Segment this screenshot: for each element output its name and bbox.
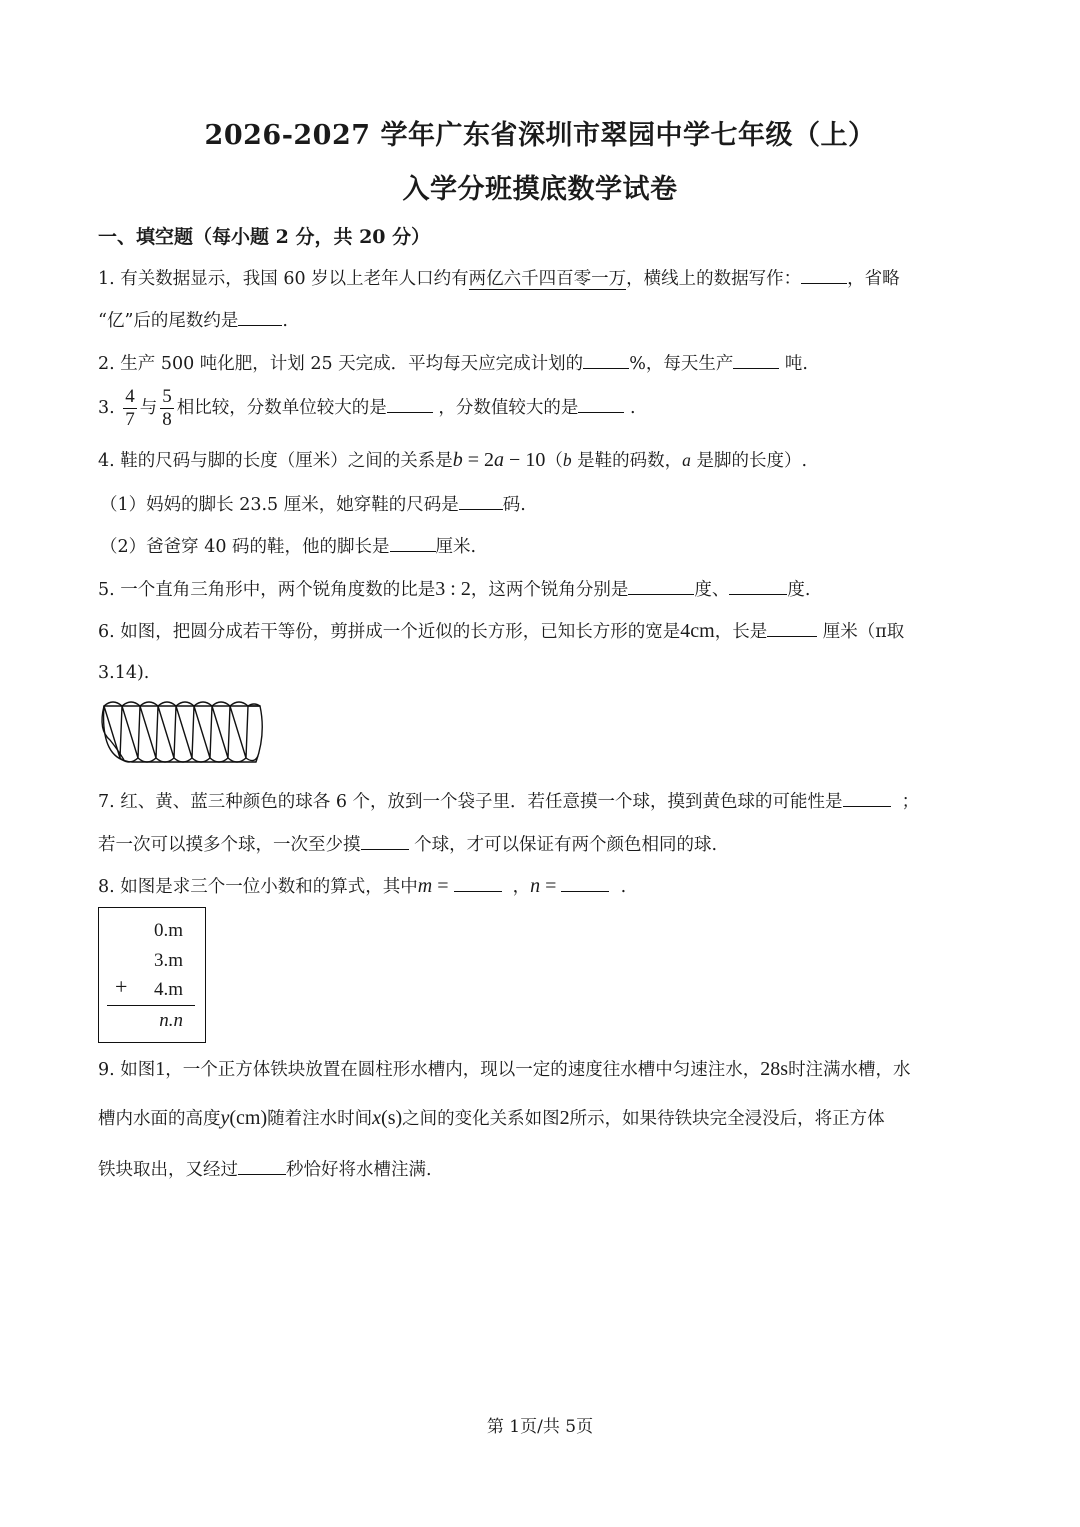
answer-blank[interactable] [578,394,624,413]
sum-row: n.n [159,1010,183,1031]
answer-blank[interactable] [459,491,503,510]
answer-blank[interactable] [583,350,629,369]
page-footer: 第 1页/共 5页 [486,1417,594,1437]
circle-to-rectangle-figure [96,700,268,768]
addend-row-2: 3.m [153,950,183,971]
addend-row-1: 0.m [153,920,183,941]
question-9-line-3: 铁块取出，又经过 秒恰好将水槽注满. [98,1156,432,1182]
question-6-line-1: 6. 如图，把圆分成若干等份，剪拼成一个近似的长方形，已知长方形的宽是4cm，长是 厘米（π取 [98,620,905,642]
question-3: 3. $\frac{4}{7}$ 与 $\frac{5}{8}$ 相比较，分数单位较大的是 ，分数值较大的是 . [98,386,636,430]
answer-blank[interactable] [454,873,502,892]
question-4: 4. 鞋的尺码与脚的长度（厘米）之间的关系是b = 2a − 10（b 是鞋的码数，a 是脚的长度）. [98,449,808,471]
fraction-4-7: $\frac{4}{7}$ [125,386,135,430]
section-heading: 一、填空题（每小题 2 分，共 20 分） [98,226,431,248]
question-5: 5. 一个直角三角形中，两个锐角度数的比是3 : 2，这两个锐角分别是 度、 度. [98,578,811,600]
answer-blank[interactable] [729,576,787,595]
question-1-line-1: 1. 有关数据显示，我国 60 岁以上老年人口约有两亿六千四百零一万，横线上的数据写作： ，省略 [98,265,900,291]
question-4-part-1: （1）妈妈的脚长 23.5 厘米，她穿鞋的尺码是 码. [100,491,526,517]
answer-blank[interactable] [628,576,694,595]
answer-blank[interactable] [561,873,609,892]
plus-sign: + [115,974,128,999]
answer-blank[interactable] [361,831,409,850]
answer-blank[interactable] [801,265,847,284]
answer-blank[interactable] [843,788,891,807]
addend-row-3: 4.m [153,979,183,1000]
question-4-part-2: （2）爸爸穿 40 码的鞋，他的脚长是 厘米. [100,533,476,559]
answer-blank[interactable] [387,394,433,413]
question-9-line-1: 9. 如图1，一个正方体铁块放置在圆柱形水槽内，现以一定的速度往水槽中匀速注水，28s时注满水槽，水 [98,1058,911,1080]
answer-blank[interactable] [390,533,436,552]
question-9-line-2: 槽内水面的高度y(cm)随着注水时间x(s)之间的变化关系如图2所示，如果待铁块完全浸没后，将正方体 [98,1107,885,1129]
question-1-line-2: “亿”后的尾数约是 . [98,307,288,333]
exam-title: 2026-2027 学年广东省深圳市翠园中学七年级（上） [204,120,876,151]
question-7-line-2: 若一次可以摸多个球，一次至少摸 个球，才可以保证有两个颜色相同的球. [98,831,717,857]
question-8: 8. 如图是求三个一位小数和的算式，其中m = ，n = . [98,875,627,897]
underlined-text: 两亿六千四百零一万 [468,269,627,289]
addition-figure [98,907,206,1043]
exam-subtitle: 入学分班摸底数学试卷 [402,174,678,205]
fraction-5-8: $\frac{5}{8}$ [162,386,172,430]
question-7-line-1: 7. 红、黄、蓝三种颜色的球各 6 个，放到一个袋子里．若任意摸一个球，摸到黄色球的可能性是 ； [98,788,919,814]
answer-blank[interactable] [238,1156,286,1175]
question-6-line-2: 3.14). [98,663,150,683]
sum-line [107,1005,195,1006]
answer-blank[interactable] [733,350,779,369]
answer-blank[interactable] [767,618,817,637]
answer-blank[interactable] [238,307,282,326]
question-2: 2. 生产 500 吨化肥，计划 25 天完成．平均每天应完成计划的 %，每天生产 吨. [98,350,808,376]
